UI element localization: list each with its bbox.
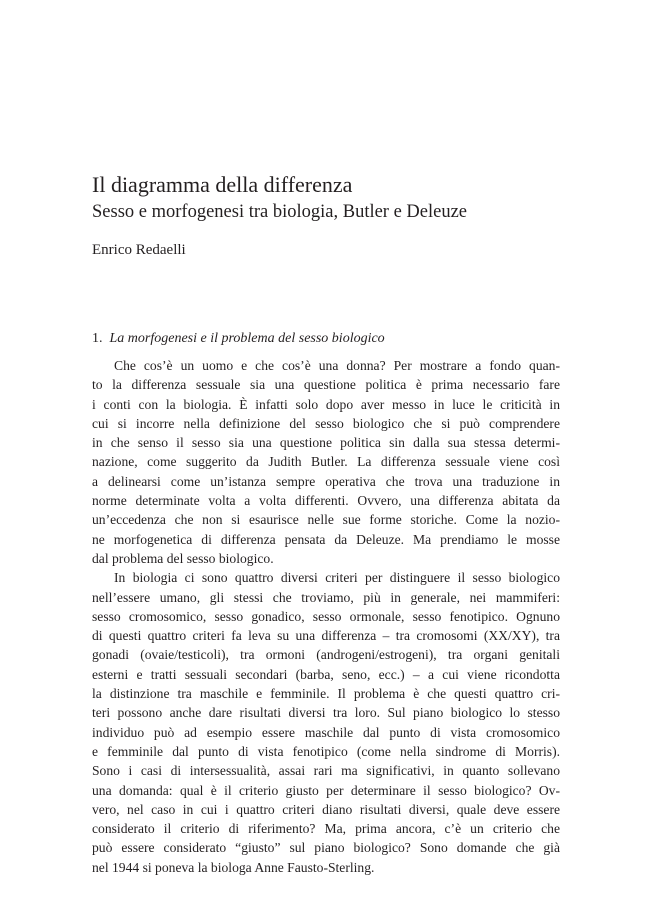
text-line: ne morfogenetica di differenza pensata da Deleuze. Ma prendiamo le mosse [92, 531, 560, 547]
text-line: in che senso il sesso sia una questione politica sin dalla sua stessa determi- [92, 435, 560, 451]
paragraph-1 [92, 356, 560, 568]
section-number: 1. [92, 331, 103, 346]
text-line: teri possono anche dare risultati diversi tra loro. Sul piano biologico lo stesso [92, 705, 560, 721]
text-line: sesso cromosomico, sesso gonadico, sesso ormonale, sesso fenotipico. Ognuno [92, 608, 560, 624]
text-line: nell’essere umano, gli stessi che troviamo, più in generale, nei mammiferi: [92, 589, 560, 605]
text-line: a delinearsi come un’istanza sempre operativa che trova una traduzione in [92, 473, 560, 489]
text-line: Che cos’è un uomo e che cos’è una donna? Per mostrare a fondo quan- [114, 358, 560, 373]
body-text [92, 356, 560, 877]
text-line: dal problema del sesso biologico. [92, 550, 274, 566]
text-line: norme determinate volta a volta differenti. Ovvero, una differenza abitata da [92, 493, 560, 509]
text-line: to la differenza sessuale sia una questione politica è prima necessario fare [92, 377, 560, 393]
text-line: individuo può ad esempio essere maschile dal punto di vista cromosomico [92, 724, 560, 740]
article-title: Il diagramma della differenza [92, 172, 353, 197]
text-line: cui si incorre nella definizione del sesso biologico che si può comprendere [92, 415, 560, 431]
text-line: nel 1944 si poneva la biologa Anne Fausto-Sterling. [92, 859, 375, 875]
text-line: i conti con la biologia. È infatti solo dopo aver messo in luce le criticità in [92, 396, 560, 412]
article-author: Enrico Redaelli [92, 242, 186, 258]
section-title: La morfogenesi e il problema del sesso biologico [109, 331, 385, 346]
article-subtitle: Sesso e morfogenesi tra biologia, Butler e Deleuze [92, 202, 468, 222]
text-line: di questi quattro criteri fa leva su una differenza – tra cromosomi (XX/XY), tra [92, 628, 560, 644]
paragraph-2 [92, 568, 560, 877]
text-line: vero, nel caso in cui i quattro criteri diano risultati diversi, quale deve essere [92, 801, 560, 817]
text-line: una domanda: qual è il criterio giusto per determinare il sesso biologico? Ov- [92, 782, 560, 798]
text-line: esterni e tratti sessuali secondari (barba, seno, ecc.) – a cui viene ricondotta [92, 666, 560, 682]
text-line: gonadi (ovaie/testicoli), tra ormoni (androgeni/estrogeni), tra organi genitali [92, 647, 560, 663]
text-line: può essere considerato “giusto” sul piano biologico? Sono domande che già [92, 840, 560, 856]
text-line: nazione, come suggerito da Judith Butler. La differenza sessuale viene così [92, 454, 560, 470]
text-line: In biologia ci sono quattro diversi criteri per distinguere il sesso biologico [114, 570, 560, 586]
section-heading [92, 329, 385, 349]
text-line: considerato il criterio di riferimento? Ma, prima ancora, c’è un criterio che [92, 821, 560, 837]
text-line: Sono i casi di intersessualità, assai rari ma significativi, in quanto sollevano [92, 763, 560, 779]
text-line: la distinzione tra maschile e femminile. Il problema è che questi quattro cri- [92, 686, 560, 702]
text-line: un’eccedenza che non si esaurisce nelle sue forme storiche. Come la nozio- [92, 512, 560, 528]
text-line: e femminile dal punto di vista fenotipico (come nella sindrome di Morris). [92, 743, 560, 759]
